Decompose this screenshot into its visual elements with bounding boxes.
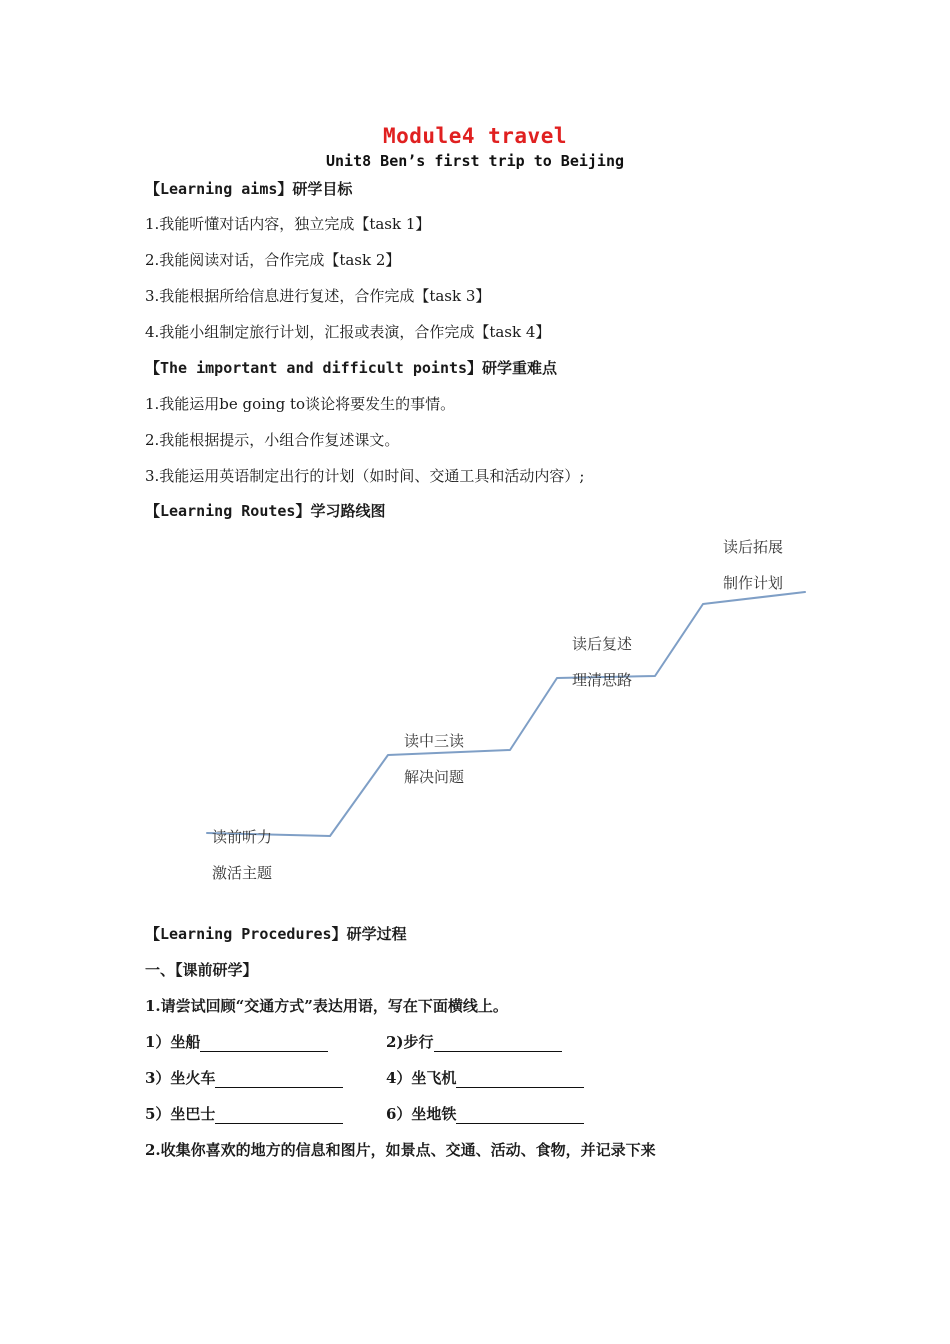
blank-row-2 [145, 1067, 343, 1088]
answer-blank-train[interactable] [215, 1071, 343, 1088]
answer-blank-plane[interactable] [456, 1071, 584, 1088]
answer-blank-bus[interactable] [215, 1107, 343, 1124]
blank-label-plane: 4）坐飞机 [386, 1069, 457, 1087]
aims-heading-en: 【Learning aims】 [145, 180, 293, 198]
routes-heading-en: 【Learning Routes】 [145, 502, 311, 520]
blank-label-train: 3）坐火车 [145, 1069, 216, 1087]
route-step-2-line2: 解决问题 [404, 768, 465, 786]
route-step-4-line2: 制作计划 [723, 574, 784, 592]
points-item-2: 2.我能根据提示，小组合作复述课文。 [145, 431, 400, 449]
question-2: 2.收集你喜欢的地方的信息和图片，如景点、交通、活动、食物，并记录下来 [145, 1141, 656, 1159]
route-staircase-line [207, 592, 805, 836]
points-heading-cn: 研学重难点 [482, 359, 558, 377]
blank-label-subway: 6）坐地铁 [386, 1105, 457, 1123]
route-step-3-line1: 读后复述 [572, 635, 633, 653]
answer-blank-subway[interactable] [456, 1107, 584, 1124]
points-heading-en: 【The important and difficult points】 [145, 359, 483, 377]
aims-heading-cn: 研学目标 [292, 180, 353, 198]
routes-heading-cn: 学习路线图 [310, 502, 386, 520]
blank-label-boat: 1）坐船 [145, 1033, 201, 1051]
page-subtitle: Unit8 Ben’s first trip to Beijing [325, 152, 624, 170]
route-step-1-line1: 读前听力 [212, 828, 273, 846]
blank-row-2-right [386, 1067, 584, 1088]
procedures-heading-en: 【Learning Procedures】 [145, 925, 347, 943]
aims-item-2: 2.我能阅读对话，合作完成【task 2】 [145, 251, 401, 269]
procedures-heading-cn: 研学过程 [346, 925, 407, 943]
answer-blank-walk[interactable] [434, 1035, 562, 1052]
blank-label-walk: 2)步行 [386, 1033, 434, 1051]
blank-row-3-right [386, 1103, 584, 1124]
route-step-3-line2: 理清思路 [572, 671, 633, 689]
blank-row-1-right [386, 1031, 562, 1052]
points-item-1: 1.我能运用be going to谈论将要发生的事情。 [145, 395, 456, 413]
aims-item-4: 4.我能小组制定旅行计划，汇报或表演，合作完成【task 4】 [145, 323, 551, 341]
aims-item-1: 1.我能听懂对话内容，独立完成【task 1】 [145, 215, 431, 233]
aims-item-3: 3.我能根据所给信息进行复述，合作完成【task 3】 [145, 287, 491, 305]
page-title: Module4 travel [382, 124, 567, 148]
blank-label-bus: 5）坐巴士 [145, 1105, 216, 1123]
route-step-2-line1: 读中三读 [404, 732, 465, 750]
blank-row-1 [145, 1031, 328, 1052]
route-step-1-line2: 激活主题 [212, 864, 273, 882]
section-pre-study: 一、【课前研学】 [145, 961, 258, 979]
question-1: 1.请尝试回顾“交通方式”表达用语，写在下面横线上。 [145, 997, 508, 1015]
route-step-4-line1: 读后拓展 [723, 538, 784, 556]
answer-blank-boat[interactable] [200, 1035, 328, 1052]
procedures-heading [145, 923, 407, 944]
points-item-3: 3.我能运用英语制定出行的计划（如时间、交通工具和活动内容）; [145, 467, 585, 485]
blank-row-3 [145, 1103, 343, 1124]
